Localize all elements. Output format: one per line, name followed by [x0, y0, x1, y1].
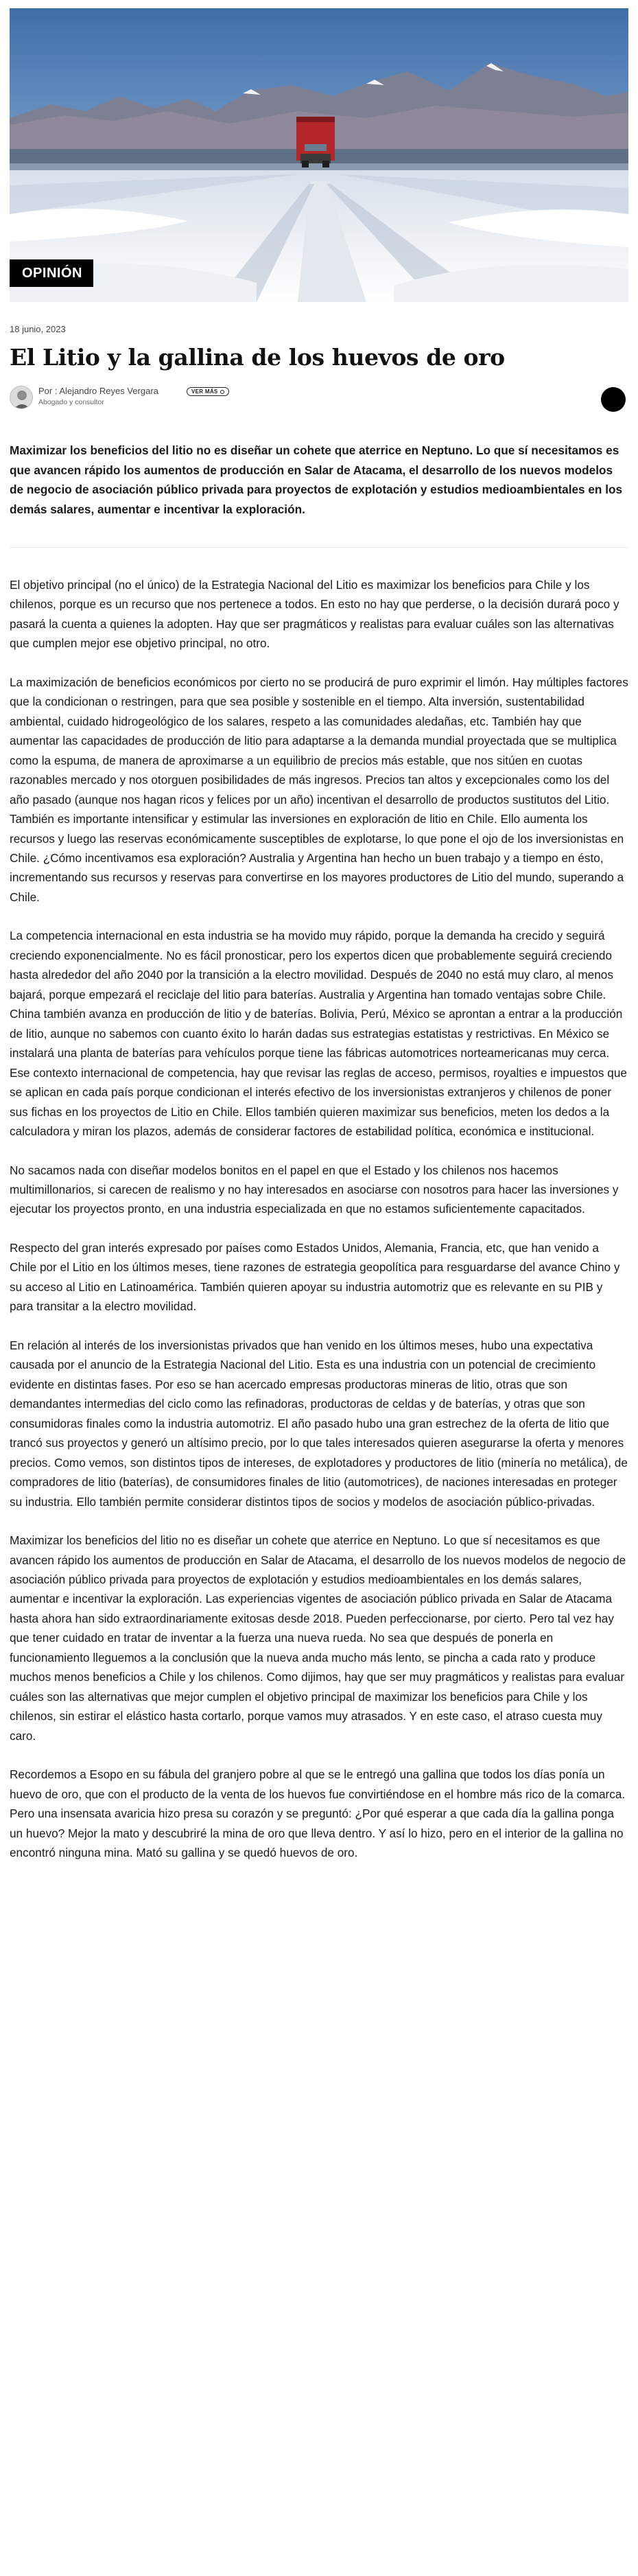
publish-date: 18 junio, 2023 — [10, 324, 66, 334]
author-name[interactable]: Por : Alejandro Reyes Vergara — [38, 386, 158, 396]
article-page — [0, 8, 638, 1863]
article-paragraph: La competencia internacional en esta industria se ha movido muy rápido, porque la demanda ha crecido y seguirá creciendo exponencialmente. No es fácil pronosticar, pero los expertos dicen que probablemente seguirá creciendo hasta alrededor del año 2040 por la transición a la electro movilidad. Después de 2040 no está muy claro, al menos bajará, porque empezará el reciclaje del litio para baterías. Australia y Argentina han tomado ventajas sobre Chile. China también avanza en producción de litio y de baterías. Bolivia, Perú, México se aprontan a entrar a la producción de litio, aunque no sabemos con cuanto éxito lo harán dadas sus estrategias estatistas y restrictivas. En México se instalará una planta de baterías para vehículos porque tiene las fábricas automotrices norteamericanas muy cerca. Ese contexto internacional de competencia, hay que revisar las reglas de acceso, permisos, royalties e impuestos que se aplican en cada país porque condicionan el interés efectivo de los inversionistas extranjeros y chilenos de poner sus fichas en los proyectos de Litio en Chile. Ellos también quieren maximizar sus beneficios, meten los dedos a la calculadora y miran los plazos, además de considerar factores de estabilidad política, económica e institucional. — [10, 929, 627, 1139]
divider — [10, 547, 628, 548]
article-paragraph: En relación al interés de los inversionistas privados que han venido en los últimos meses, hubo una expectativa causada por el anuncio de la Estrategia Nacional del Litio. Esta es una industria con un potencial de crecimiento evidente en distintas fases. Por eso se han acercado empresas productoras mineras de litio, otras que son demandantes intermedias del ciclo como las refinadoras, productoras de celdas y de baterías, y otras que son consumidoras finales como la industria automotriz. El año pasado hubo una gran estrechez de la oferta de litio que trancó sus proyectos y generó un altísimo precio, por lo que tales interesados quieren asegurarse la oferta y menores precios. Como vemos, son distintos tipos de intereses, de explotadores y productores de litio (minería no metálica), de compradores de litio (baterías), de consumidores finales de litio (automotrices), de naciones interesadas en proteger su industria. Ello también permite considerar distintos tipos de socios y modelos de asociación público-privadas. — [10, 1338, 628, 1509]
article-paragraph: El objetivo principal (no el único) de la Estrategia Nacional del Litio es maximizar los beneficios para Chile y los chilenos, porque es un recurso que nos pertenece a todos. En esto no hay que perderse, o la decisión durará poco y pasará la cuenta a quienes la adopten. Hay que ser pragmáticos y realistas para evaluar cuáles son las alternativas que cumplen mejor ese objetivo principal, no otro. — [10, 577, 619, 651]
hero-image — [10, 8, 628, 302]
article-paragraph: Respecto del gran interés expresado por países como Estados Unidos, Alemania, Francia, etc, que han venido a Chile por el Litio en los últimos meses, tiene razones de estrategia geopolítica para resguardarse del avance Chino y su acceso al Litio en Latinoamérica. También quieren apoyar su industria automotriz que es relevante en su PIB y para transitar a la electro movilidad. — [10, 1240, 620, 1314]
category-tag[interactable]: OPINIÓN — [10, 259, 93, 287]
author-byline — [10, 384, 628, 417]
author-role: Abogado y consultor — [38, 398, 104, 406]
article-lead: Maximizar los beneficios del litio no es diseñar un cohete que aterrice en Neptuno. Lo que sí necesitamos es que avancen rápido los aumentos de producción en Salar de Atacama, el desarrollo de los nuevos modelos de negocio de asociación público privada para proyectos de explotación y estudios medioambientales en los demás salares, aumentar e incentivar la exploración. — [10, 443, 623, 517]
article-paragraph: La maximización de beneficios económicos por cierto no se producirá de puro exprimir el limón. Hay múltiples factores que la condicionan o restringen, para que sea posible y sostenible en el tiempo. Alta inversión, sustentabilidad ambiental, cuidado hidrogeológico de los salares, respeto a las comunidades aledañas, etc. También hay que aumentar las capacidades de producción de litio para adaptarse a la demanda mundial proyectada que se multiplica como la espuma, de manera de aproximarse a un equilibrio de precios más estable, que nos sitúen en cuotas razonables mercado y nos otorguen posibilidades de más ingresos. Precios tan altos y excepcionales como los del año pasado (aunque nos hagan ricos y felices por un año) incentivan el desarrollo de productos sustitutos del Litio. También es importante intensificar y estimular las inversiones en exploración de litio en Chile. Ello aumenta los recursos y luego las reservas económicamente susceptibles de explotarse, lo que pone el ojo de los inversionistas en Chile. ¿Cómo incentivamos esa exploración? Australia y Argentina han hecho un buen trabajo y a tiempo en ésto, incrementando sus recursos y reservas para convertirse en los mayores productores de Litio del mundo, superando a Chile. — [10, 675, 628, 904]
article-paragraph: No sacamos nada con diseñar modelos bonitos en el papel en que el Estado y los chilenos nos hacemos multimillonarios, si carecen de realismo y no hay interesados en asociarse con nosotros para hacer las inversiones y ejecutar los proyectos pronto, en una industria especializada en que no estamos suficientemente capacitados. — [10, 1163, 619, 1216]
see-more-button[interactable] — [187, 387, 229, 396]
plus-icon — [220, 390, 224, 394]
article-paragraph: Maximizar los beneficios del litio no es diseñar un cohete que aterrice en Neptuno. Lo que sí necesitamos es que avancen rápido los aumentos de producción en Salar de Atacama, el desarrollo de los nuevos modelos de negocio de asociación público privada para proyectos de explotación y estudios medioambientales en los demás salares, aumentar e incentivar la exploración. Las experiencias vigentes de asociación público privada en Salar de Atacama hasta ahora han sido extraordinariamente exitosas desde 2018. Pueden perfeccionarse, por cierto. Pero tal vez hay que tener cuidado en tratar de inventar a la fuerza una nueva rueda. No sea que después de ponerla en funcionamiento lleguemos a la conclusión que la nueva anda mucho más lento, se pincha a cada rato y produce muchos menos beneficios a Chile y los chilenos. Como dijimos, hay que ser muy pragmáticos y realistas para evaluar cuáles son las alternativas que mejor cumplen el objetivo principal de maximizar los beneficios para Chile y los chilenos, sin estirar el elástico hasta cortarlo, porque vamos muy atrasados. Y en este caso, el atraso cuesta muy caro. — [10, 1533, 626, 1743]
avatar[interactable] — [10, 386, 33, 409]
salt-flat-truck-photo-icon — [10, 8, 628, 302]
page-title: El Litio y la gallina de los huevos de oro — [10, 344, 505, 371]
article-paragraph: Recordemos a Esopo en su fábula del granjero pobre al que se le entregó una gallina que todos los días ponía un huevo de oro, que con el producto de la venta de los huevos fue convirtiéndose en el hombre más rico de la comarca. Pero una insensata avaricia hizo presa su corazón y se preguntó: ¿Por qué esperar a que cada día la gallina ponga un huevo? Mejor la mato y descubriré la mina de oro que lleva dentro. Y así lo hizo, pero en el interior de la gallina no encontró ninguna mina. Mató su gallina y se quedó huevos de oro. — [10, 1767, 626, 1860]
article-body — [10, 575, 628, 1863]
author-portrait-icon — [10, 386, 33, 409]
see-more-label: VER MÁS — [191, 388, 218, 395]
share-icon[interactable] — [601, 387, 626, 412]
